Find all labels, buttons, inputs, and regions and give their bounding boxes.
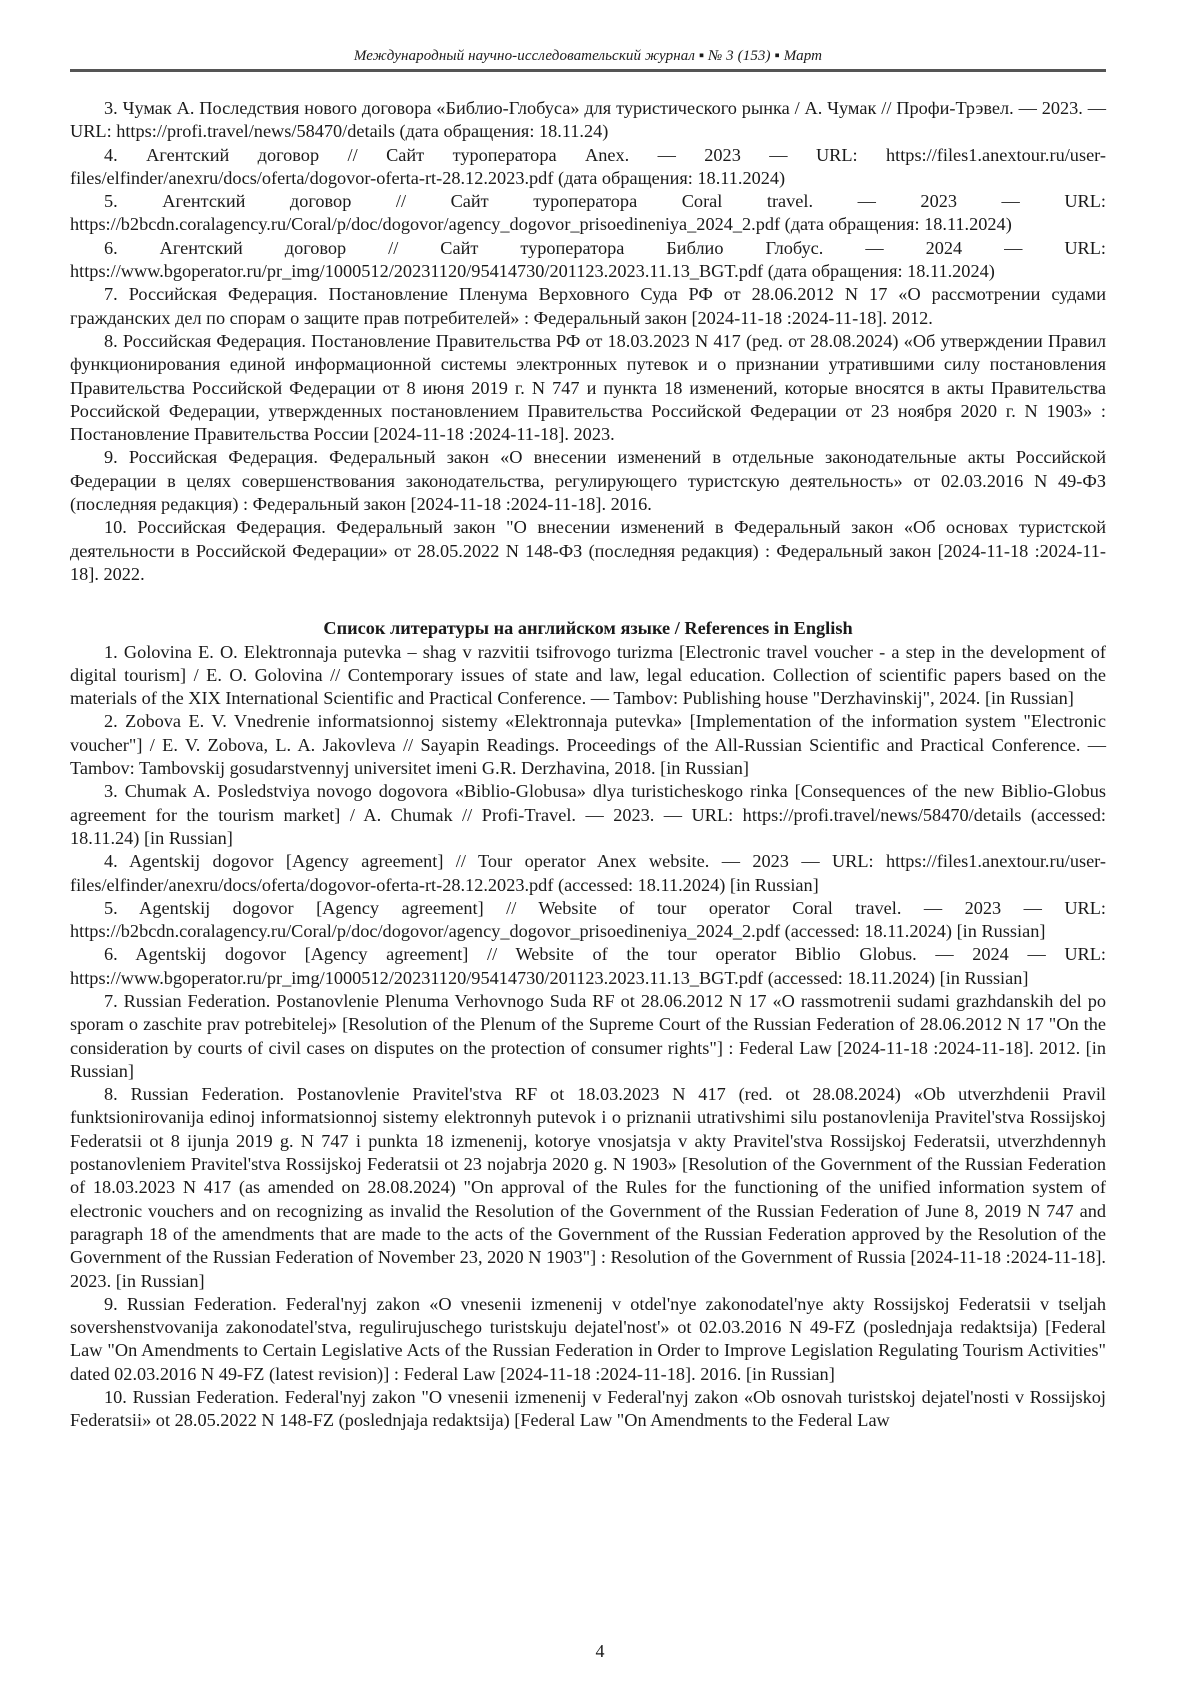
reference-en-8: 8. Russian Federation. Postanovlenie Pravitel'stva RF ot 18.03.2023 N 417 (red. ot 28.08.2024) «Ob utverzhdenii Pravil funktsionirovanija edinoj informatsionnoj sistemy elektronnyh putevok i o priznanii utrativshimi silu postanovlenija Pravitel'stva Rossijskoj Federatsii ot 8 ijunja 2019 g. N 747 i punkta 18 izmenenij, kotorye vnosjatsja v akty Pravitel'stva Rossijskoj Federatsii, utverzhdennyh postanovleniem Pravitel'stva Rossijskoj Federatsii ot 23 nojabrja 2020 g. N 1903» [Resolution of the Government of the Russian Federation of 18.03.2023 N 417 (as amended on 28.08.2024) "On approval of the Rules for the functioning of the unified information system of electronic vouchers and on recognizing as invalid the Resolution of the Government of the Russian Federation of June 8, 2019 N 747 and paragraph 18 of the amendments that are made to the acts of the Government of the Russian Federation approved by the Resolution of the Government of the Russian Federation of November 23, 2020 N 1903"] : Resolution of the Government of Russia [2024-11-18 :2024-11-18]. 2023. [in Russian] xyxy=(70,1084,1106,1291)
references-ru-list xyxy=(70,97,1106,586)
header-rule xyxy=(70,69,1106,72)
references-en-list xyxy=(70,641,1106,1433)
reference-ru-7: 7. Российская Федерация. Постановление Пленума Верховного Суда РФ от 28.06.2012 N 17 «О рассмотрении судами гражданских дел по спорам о защите прав потребителей» : Федеральный закон [2024-11-18 :2024-11-18]. 2012. xyxy=(70,284,1106,328)
reference-ru-3: 3. Чумак А. Последствия нового договора «Библио-Глобуса» для туристического рынка / А. Чумак // Профи-Трэвел. — 2023. — URL: https://profi.travel/news/58470/details (дата обращения: 18.11.24) xyxy=(70,98,1106,142)
reference-ru-9: 9. Российская Федерация. Федеральный закон «О внесении изменений в отдельные законодательные акты Российской Федерации в целях совершенствования законодательства, регулирующего туристскую деятельность» от 02.03.2016 N 49-ФЗ (последняя редакция) : Федеральный закон [2024-11-18 :2024-11-18]. 2016. xyxy=(70,447,1106,515)
reference-en-3: 3. Chumak A. Posledstviya novogo dogovora «Biblio-Globusa» dlya turisticheskogo rinka [Consequences of the new Biblio-Globus agreement for the tourism market] / A. Chumak // Profi-Travel. — 2023. — URL: https://profi.travel/news/58470/details (accessed: 18.11.24) [in Russian] xyxy=(70,781,1106,848)
references-en-heading: Список литературы на английском языке / References in English xyxy=(323,618,853,639)
reference-ru-8: 8. Российская Федерация. Постановление Правительства РФ от 18.03.2023 N 417 (ред. от 28.08.2024) «Об утверждении Правил функционирования единой информационной системы электронных путевок и о признании утратившими силу постановления Правительства Российской Федерации от 8 июня 2019 г. N 747 и пункта 18 изменений, которые вносятся в акты Правительства Российской Федерации, утвержденных постановлением Правительства Российской Федерации от 23 ноября 2020 г. N 1903» : Постановление Правительства России [2024-11-18 :2024-11-18]. 2023. xyxy=(70,330,1106,445)
reference-en-5: 5. Agentskij dogovor [Agency agreement] // Website of tour operator Coral travel. — 2023 — URL: https://b2bcdn.coralagency.ru/Coral/p/doc/dogovor/agency_dogovor_prisoedineniya_2024_2.pdf (accessed: 18.11.2024) [in Russian] xyxy=(70,897,1106,942)
reference-en-7: 7. Russian Federation. Postanovlenie Plenuma Verhovnogo Suda RF ot 28.06.2012 N 17 «O rassmotrenii sudami grazhdanskih del po sporam o zaschite prav potrebitelej» [Resolution of the Plenum of the Supreme Court of the Russian Federation of 28.06.2012 N 17 "On the consideration by courts of civil cases on disputes on the protection of consumer rights"] : Federal Law [2024-11-18 :2024-11-18]. 2012. [in Russian] xyxy=(70,990,1106,1081)
reference-ru-5: 5. Агентский договор // Сайт туроператора Coral travel. — 2023 — URL: https://b2bcdn.coralagency.ru/Coral/p/doc/dogovor/agency_dogovor_prisoedineniya_2024_2.pdf (дата обращения: 18.11.2024) xyxy=(70,191,1106,235)
reference-en-4: 4. Agentskij dogovor [Agency agreement] // Tour operator Anex website. — 2023 — URL: https://files1.anextour.ru/user-files/elfinder/anexru/docs/oferta/dogovor-oferta-rt-28.12.2023.pdf (accessed: 18.11.2024) [in Russian] xyxy=(70,851,1106,895)
reference-en-1: 1. Golovina E. O. Elektronnaja putevka – shag v razvitii tsifrovogo turizma [Electronic travel voucher - a step in the development of digital tourism] / E. O. Golovina // Contemporary issues of state and law, legal education. Collection of scientific papers based on the materials of the XIX International Scientific and Practical Conference. — Tambov: Publishing house "Derzhavinskij", 2024. [in Russian] xyxy=(70,641,1106,709)
page-number: 4 xyxy=(595,1641,605,1661)
reference-ru-6: 6. Агентский договор // Сайт туроператора Библио Глобус. — 2024 — URL: https://www.bgoperator.ru/pr_img/1000512/20231120/95414730/201123.2023.11.13_BGT.pdf (дата обращения: 18.11.2024) xyxy=(70,237,1106,282)
reference-en-2: 2. Zobova E. V. Vnedrenie informatsionnoj sistemy «Elektronnaja putevka» [Implementation of the information system "Electronic voucher"] / E. V. Zobova, L. A. Jakovleva // Sayapin Readings. Proceedings of the All-Russian Scientific and Practical Conference. — Tambov: Tambovskij gosudarstvennyj universitet imeni G.R. Derzhavina, 2018. [in Russian] xyxy=(70,711,1106,779)
reference-en-6: 6. Agentskij dogovor [Agency agreement] // Website of the tour operator Biblio Globus. — 2024 — URL: https://www.bgoperator.ru/pr_img/1000512/20231120/95414730/201123.2023.11.13_BGT.pdf (accessed: 18.11.2024) [in Russian] xyxy=(70,944,1106,988)
reference-ru-4: 4. Агентский договор // Сайт туроператора Anex. — 2023 — URL: https://files1.anextour.ru/user-files/elfinder/anexru/docs/oferta/dogovor-oferta-rt-28.12.2023.pdf (дата обращения: 18.11.2024) xyxy=(70,144,1106,188)
references-content xyxy=(70,97,1106,1433)
reference-ru-10: 10. Российская Федерация. Федеральный закон "О внесении изменений в Федеральный закон «Об основах туристской деятельности в Российской Федерации» от 28.05.2022 N 148-ФЗ (последняя редакция) : Федеральный закон [2024-11-18 :2024-11-18]. 2022. xyxy=(70,517,1106,584)
running-header: Международный научно-исследовательский журнал ▪ № 3 (153) ▪ Март xyxy=(353,48,823,64)
reference-en-10: 10. Russian Federation. Federal'nyj zakon "O vnesenii izmenenij v Federal'nyj zakon «Ob osnovah turistskoj dejatel'nosti v Rossijskoj Federatsii» ot 28.05.2022 N 148-FZ (poslednjaja redaktsija) [Federal Law "On Amendments to the Federal Law xyxy=(70,1387,1106,1431)
reference-en-9: 9. Russian Federation. Federal'nyj zakon «O vnesenii izmenenij v otdel'nye zakonodatel'nye akty Rossijskoj Federatsii v tseljah sovershenstvovanija zakonodatel'stva, regulirujuschego turistskuju dejatel'nost'» ot 02.03.2016 N 49-FZ (poslednjaja redaktsija) [Federal Law "On Amendments to Certain Legislative Acts of the Russian Federation in Order to Improve Legislation Regulating Tourism Activities" dated 02.03.2016 N 49-FZ (latest revision)] : Federal Law [2024-11-18 :2024-11-18]. 2016. [in Russian] xyxy=(70,1293,1106,1384)
